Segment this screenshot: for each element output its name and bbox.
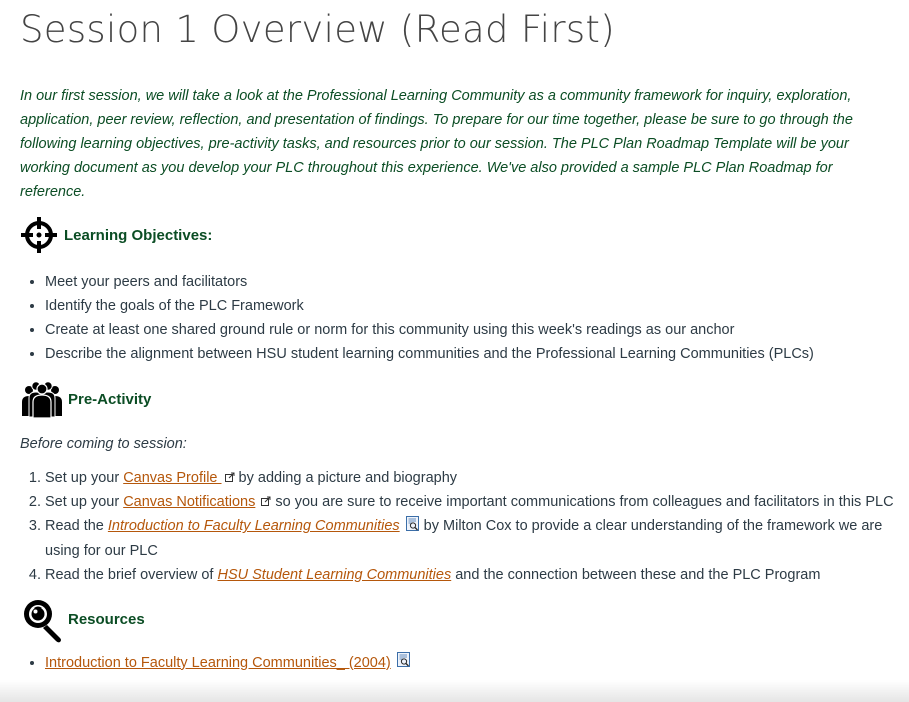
page-title: Session 1 Overview (Read First) <box>20 8 615 51</box>
bottom-scroll-shadow <box>0 680 909 702</box>
external-link-icon <box>225 466 235 490</box>
intro-flc-link[interactable]: Introduction to Faculty Learning Communities <box>107 518 400 535</box>
list-item: • Identify the goals of the PLC Framework <box>45 294 895 318</box>
intro-paragraph: In our first session, we will take a look at the Professional Learning Community as a community framework for inquiry, exploration, application, peer review, reflection, and presentation of findings. To prepare for our time together, please be sure to go through the following learning objectives, pre-activity tasks, and resources prior to our session. The PLC Plan Roadmap Template will be your working document as you develop your PLC throughout this experience. We've also provided a sample PLC Plan Roadmap for reference. <box>20 88 853 200</box>
learning-objectives-title: Learning Objectives: <box>64 226 213 244</box>
before-session-label: Before coming to session: <box>20 436 187 452</box>
hsu-student-learning-communities-link[interactable]: HSU Student Learning Communities <box>217 566 452 583</box>
resources-header <box>20 597 895 643</box>
pre-activity-steps <box>20 466 895 587</box>
document-preview-icon[interactable] <box>406 515 420 539</box>
learning-objectives-header <box>20 216 895 254</box>
document-preview-icon[interactable] <box>397 651 411 675</box>
canvas-profile-link[interactable]: Canvas Profile <box>123 470 222 486</box>
search-icon <box>20 597 64 643</box>
list-item: 1. Set up your Canvas Profile by adding a picture and biography <box>45 466 895 490</box>
list-item <box>45 651 895 675</box>
intro-flc-2004-link[interactable]: Introduction to Faculty Learning Communities_ (2004) <box>45 654 391 671</box>
pre-activity-title: Pre-Activity <box>68 390 152 408</box>
canvas-notifications-link[interactable]: Canvas Notifications <box>123 494 256 511</box>
external-link-icon <box>261 490 271 514</box>
list-item: • Describe the alignment between HSU student learning communities and the Professional Learning Communities (PLCs) <box>45 342 895 366</box>
group-icon <box>20 380 64 418</box>
resources-list <box>20 651 895 675</box>
crosshair-icon <box>20 216 58 254</box>
objectives-list <box>20 270 895 366</box>
list-item: 3. Read the Introduction to Faculty Learning Communities by Milton Cox to provide a clear understanding of the framework we are using for our PLC <box>45 514 895 562</box>
list-item: 4. Read the brief overview of HSU Student Learning Communities and the connection between these and the PLC Program <box>45 563 895 587</box>
pre-activity-header <box>20 380 895 418</box>
resources-title: Resources <box>68 611 145 629</box>
list-item: • Meet your peers and facilitators <box>45 270 895 294</box>
list-item: • Create at least one shared ground rule or norm for this community using this week's readings as our anchor <box>45 318 895 342</box>
list-item: 2. Set up your Canvas Notifications so you are sure to receive important communications from colleagues and facilitators in this PLC <box>45 490 895 514</box>
